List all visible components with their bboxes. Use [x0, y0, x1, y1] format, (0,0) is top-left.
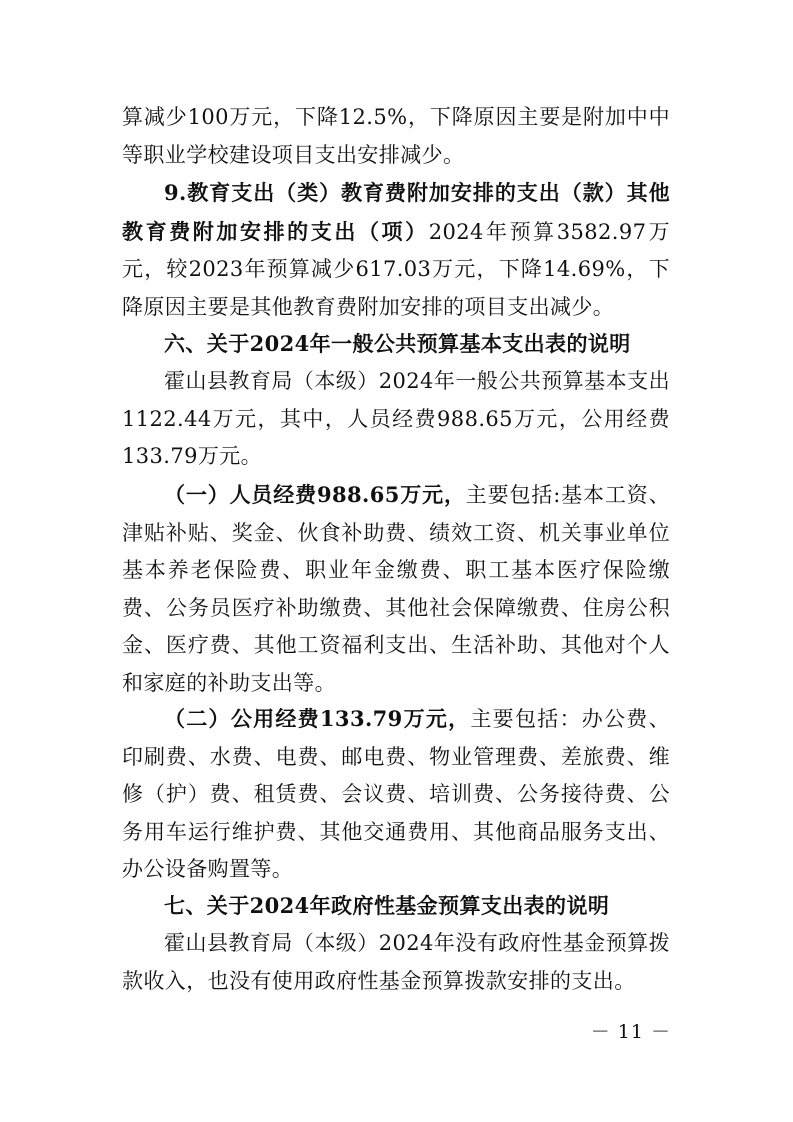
item-9-text: 2024年预算3582.97万元，较2023年预算减少617.03万元，下降14.69%，下降原因主要是其他教育费附加安排的项目支出减少。	[122, 219, 670, 319]
paragraph-budget-decrease	[122, 99, 670, 174]
paragraph-basic-expenditure	[122, 363, 670, 476]
paragraph-text: 霍山县教育局（本级）2024年没有政府性基金预算拨款收入，也没有使用政府性基金预算拨款安排的支出。	[122, 931, 670, 993]
item-9-title: 9.教育支出（类）教育费附加安排的支出（款）其他教育费附加安排的支出（项）	[122, 180, 670, 244]
page-number: － 11 －	[590, 1021, 671, 1043]
paragraph-public-expenses	[122, 700, 670, 889]
paragraph-text: 霍山县教育局（本级）2024年一般公共预算基本支出1122.44万元，其中，人员经费988.65万元，公用经费133.79万元。	[122, 369, 670, 469]
paragraph-item-9	[122, 174, 670, 326]
public-expenses-text: 主要包括：办公费、印刷费、水费、电费、邮电费、物业管理费、差旅费、维修（护）费、租赁费、会议费、培训费、公务接待费、公务用车运行维护费、其他交通费用、其他商品服务支出、办公设备购置等。	[122, 707, 670, 882]
public-expenses-title: （二）公用经费133.79万元，	[164, 706, 471, 731]
section-heading-6: 六、关于2024年一般公共预算基本支出表的说明	[164, 331, 631, 356]
paragraph-government-fund	[122, 925, 670, 1000]
paragraph-text: 算减少100万元，下降12.5%，下降原因主要是附加中中等职业学校建设项目支出安排减少。	[122, 105, 670, 167]
section-heading-7: 七、关于2024年政府性基金预算支出表的说明	[164, 893, 610, 918]
personnel-expenses-title: （一）人员经费988.65万元，	[164, 482, 466, 507]
paragraph-personnel-expenses	[122, 476, 670, 703]
personnel-expenses-text: 主要包括:基本工资、津贴补贴、奖金、伙食补助费、绩效工资、机关事业单位基本养老保险费、职业年金缴费、职工基本医疗保险缴费、公务员医疗补助缴费、其他社会保障缴费、住房公积金、医疗费、其他工资福利支出、生活补助、其他对个人和家庭的补助支出等。	[122, 483, 670, 695]
